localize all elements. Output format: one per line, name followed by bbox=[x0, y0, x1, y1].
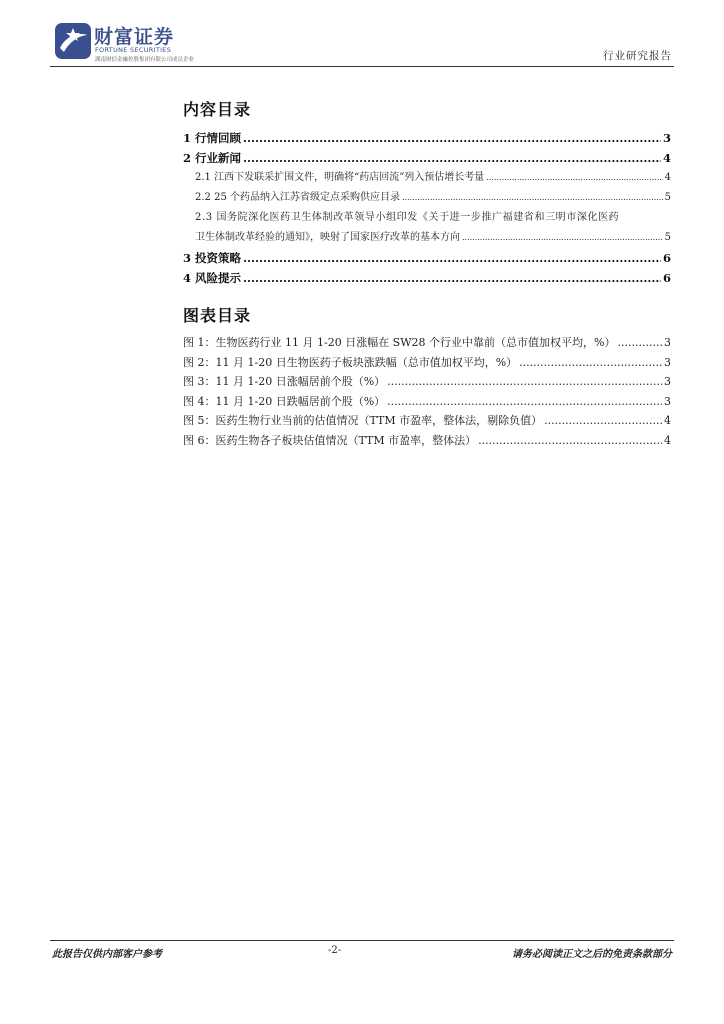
figure-entry[interactable] bbox=[183, 353, 671, 373]
figure-entry-text: 图 4：11 月 1-20 日跌幅居前个股（%） bbox=[183, 394, 386, 408]
toc-entry[interactable] bbox=[183, 248, 671, 268]
leader-dots bbox=[387, 372, 662, 392]
document-type: 行业研究报告 bbox=[603, 50, 672, 62]
toc-entry-page: 4 bbox=[664, 172, 671, 183]
leader-dots bbox=[617, 333, 662, 353]
toc-entry-page: 3 bbox=[662, 131, 671, 145]
toc-entry-text: 1 行情回顾 bbox=[183, 131, 242, 145]
logo-subtitle: 湖南财信金融控股集团有限公司成员企业 bbox=[95, 57, 195, 63]
footer-disclaimer: 此报告仅供内部客户参考 bbox=[52, 949, 162, 960]
figure-entry[interactable] bbox=[183, 392, 671, 412]
page-header bbox=[50, 18, 674, 64]
company-logo bbox=[50, 18, 200, 64]
leader-dots bbox=[243, 128, 661, 148]
toc-entry[interactable] bbox=[183, 188, 671, 208]
figure-list-heading: 图表目录 bbox=[183, 306, 252, 325]
table-of-contents bbox=[183, 128, 671, 288]
toc-entry-text: 卫生体制改革经验的通知》，映射了国家医疗改革的基本方向 bbox=[195, 232, 460, 243]
leader-dots bbox=[544, 411, 662, 431]
figure-entry-page: 3 bbox=[664, 355, 671, 369]
toc-entry-text: 3 投资策略 bbox=[183, 251, 242, 265]
figure-entry-page: 3 bbox=[664, 336, 671, 349]
figure-entry-text: 图 3：11 月 1-20 日涨幅居前个股（%） bbox=[183, 375, 386, 389]
leader-dots bbox=[402, 188, 663, 208]
leader-dots bbox=[478, 431, 662, 451]
toc-entry-text: 2.2 25 个药品纳入江苏省级定点采购供应目录 bbox=[195, 192, 400, 203]
header-divider bbox=[50, 66, 674, 67]
toc-entry-text: 2.3 国务院深化医药卫生体制改革领导小组印发《关于进一步推广福建省和三明市深化医药 bbox=[195, 212, 620, 223]
toc-entry-text: 4 风险提示 bbox=[183, 271, 242, 285]
toc-entry-text: 2.1 江西下发联采扩围文件，明确将“药店回流”列入预估增长考量 bbox=[195, 172, 485, 183]
leader-dots bbox=[243, 248, 661, 268]
leader-dots bbox=[387, 392, 662, 412]
toc-entry-page: 4 bbox=[662, 151, 671, 165]
toc-entry[interactable] bbox=[183, 148, 671, 168]
figure-entry-page: 4 bbox=[664, 414, 671, 428]
toc-heading: 内容目录 bbox=[183, 100, 252, 119]
figure-entry-page: 3 bbox=[664, 394, 671, 408]
figure-entry-page: 4 bbox=[664, 433, 671, 447]
fortune-logo-icon bbox=[54, 22, 92, 60]
figure-entry-text: 图 2：11 月 1-20 日生物医药子板块涨跌幅（总市值加权平均，%） bbox=[183, 355, 518, 369]
toc-entry-page: 6 bbox=[662, 271, 671, 285]
figure-entry-text: 图 1：生物医药行业 11 月 1-20 日涨幅在 SW28 个行业中靠前（总市值加权平均，%） bbox=[183, 336, 616, 349]
toc-entry-page: 5 bbox=[664, 232, 671, 243]
page-number: -2- bbox=[328, 945, 342, 956]
toc-entry-continued[interactable] bbox=[183, 228, 671, 248]
leader-dots bbox=[519, 353, 662, 373]
leader-dots bbox=[486, 168, 662, 188]
footer-divider bbox=[50, 940, 674, 941]
figure-entry-page: 3 bbox=[664, 375, 671, 389]
logo-chinese-name: 财富证券 bbox=[94, 26, 175, 48]
figure-entry[interactable] bbox=[183, 333, 671, 353]
leader-dots bbox=[462, 228, 663, 248]
footer-notice: 请务必阅读正文之后的免责条款部分 bbox=[512, 949, 672, 960]
figure-list bbox=[183, 333, 671, 451]
figure-entry-text: 图 5：医药生物行业当前的估值情况（TTM 市盈率，整体法，剔除负值） bbox=[183, 414, 543, 428]
toc-entry-page: 5 bbox=[664, 192, 671, 203]
toc-entry[interactable] bbox=[183, 168, 671, 188]
figure-entry-text: 图 6：医药生物各子板块估值情况（TTM 市盈率，整体法） bbox=[183, 433, 477, 447]
toc-entry[interactable] bbox=[183, 208, 671, 228]
toc-entry-text: 2 行业新闻 bbox=[183, 151, 242, 165]
leader-dots bbox=[243, 148, 661, 168]
logo-english-name: FORTUNE SECURITIES bbox=[95, 46, 172, 54]
toc-entry[interactable] bbox=[183, 128, 671, 148]
figure-entry[interactable] bbox=[183, 431, 671, 451]
figure-entry[interactable] bbox=[183, 411, 671, 431]
toc-entry[interactable] bbox=[183, 268, 671, 288]
leader-dots bbox=[243, 268, 661, 288]
figure-entry[interactable] bbox=[183, 372, 671, 392]
toc-entry-page: 6 bbox=[662, 251, 671, 265]
